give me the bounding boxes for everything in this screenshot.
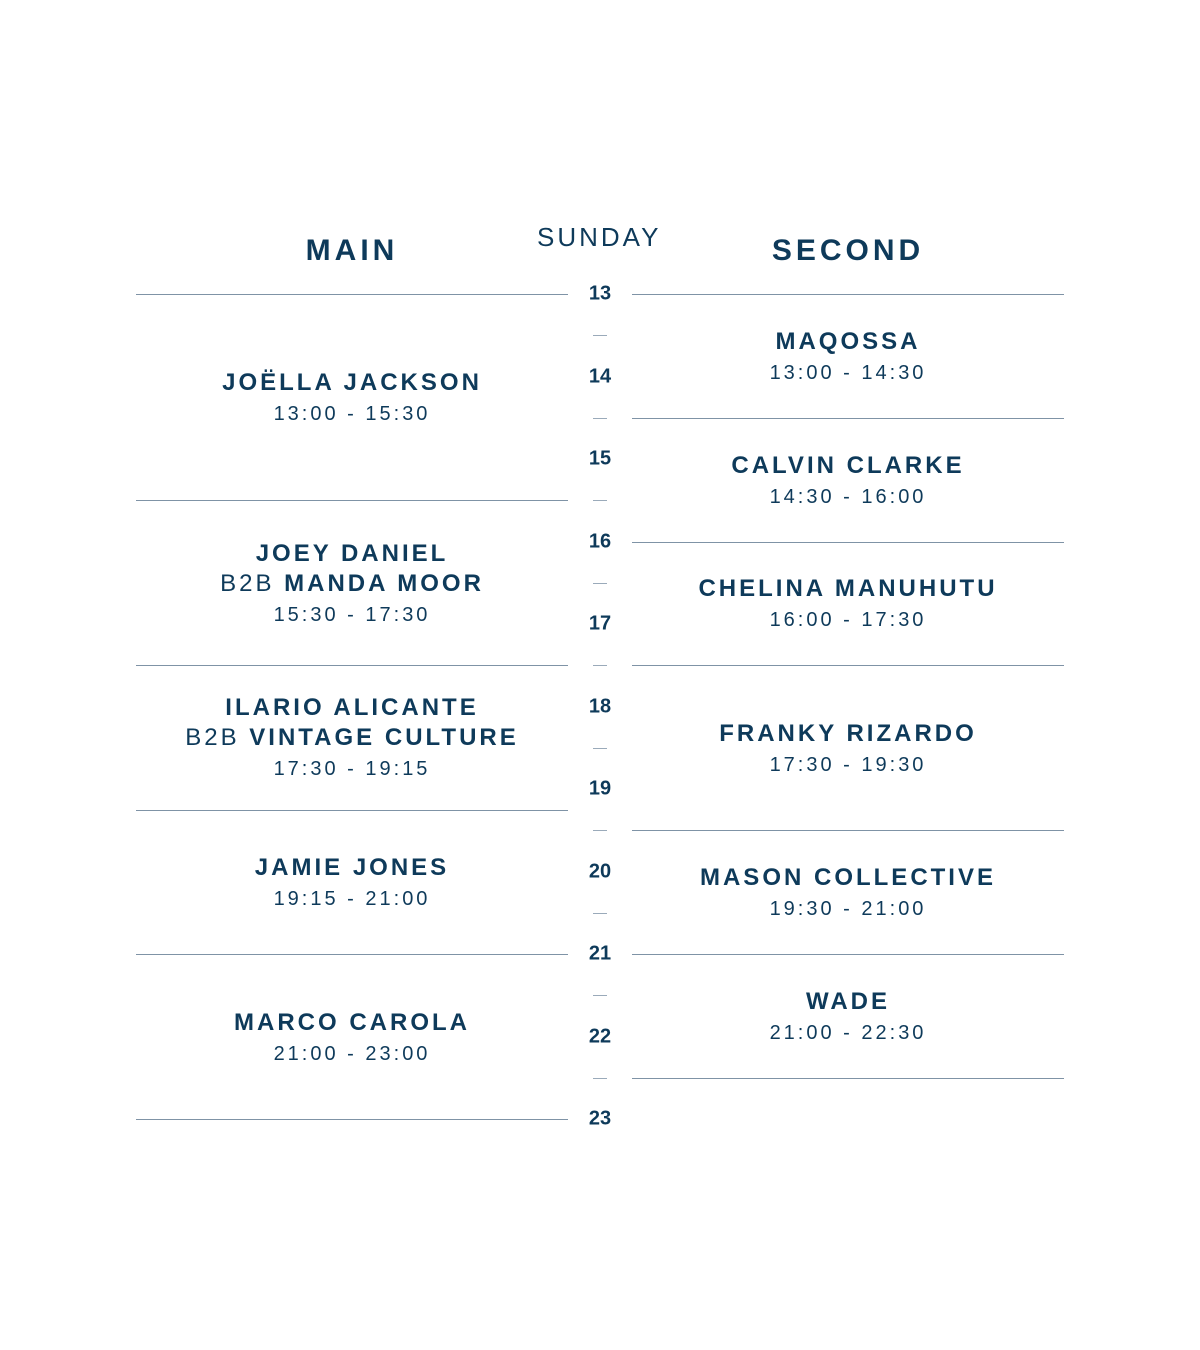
b2b-prefix: B2B [185, 724, 240, 752]
set-time: 13:00 - 15:30 [273, 403, 431, 426]
slot-divider [136, 294, 568, 295]
half-hour-tick [593, 830, 607, 831]
artist-name: CALVIN CLARKE [731, 451, 965, 479]
act-name-line [700, 863, 996, 893]
slot-divider [632, 954, 1064, 955]
half-hour-tick [593, 500, 607, 501]
hour-label: 22 [588, 1025, 612, 1047]
artist-name: FRANKY RIZARDO [719, 719, 977, 747]
artist-name: MANDA MOOR [284, 569, 484, 597]
set-slot[interactable] [136, 954, 568, 1119]
slot-divider [136, 500, 568, 501]
set-slot[interactable] [632, 665, 1064, 830]
hour-label: 14 [588, 365, 612, 387]
slot-divider [136, 1119, 568, 1120]
half-hour-tick [593, 418, 607, 419]
slot-divider [632, 418, 1064, 419]
artist-name: MAQOSSA [775, 327, 921, 355]
set-time: 21:00 - 22:30 [769, 1021, 927, 1044]
set-time: 21:00 - 23:00 [273, 1042, 431, 1065]
slot-divider [136, 665, 568, 666]
set-slot[interactable] [136, 665, 568, 809]
set-slot[interactable] [136, 810, 568, 954]
slot-divider [632, 542, 1064, 543]
hour-label: 16 [588, 530, 612, 552]
set-time: 13:00 - 14:30 [769, 361, 927, 384]
artist-name: ILARIO ALICANTE [225, 694, 479, 722]
set-time: 19:30 - 21:00 [769, 898, 927, 921]
half-hour-tick [593, 995, 607, 996]
slot-divider [632, 294, 1064, 295]
artist-name: WADE [806, 987, 890, 1015]
act-name-line [698, 574, 997, 604]
set-slot[interactable] [632, 294, 1064, 418]
set-time: 19:15 - 21:00 [273, 887, 431, 910]
act-name-line [220, 569, 484, 599]
set-time: 15:30 - 17:30 [273, 603, 431, 626]
artist-name: VINTAGE CULTURE [249, 724, 519, 752]
act-name-line [256, 539, 449, 569]
stage-title-main: MAIN [305, 234, 399, 267]
act-name-line [775, 327, 920, 357]
act-name-line [185, 723, 518, 753]
artist-name: JOËLLA JACKSON [222, 369, 482, 397]
half-hour-tick [593, 583, 607, 584]
artist-name: JAMIE JONES [254, 853, 450, 881]
set-slot[interactable] [632, 830, 1064, 954]
half-hour-tick [593, 1078, 607, 1079]
hour-label: 17 [588, 612, 612, 635]
slot-divider [632, 665, 1064, 666]
day-label: SUNDAY [537, 222, 662, 252]
act-name-line [222, 368, 482, 398]
slot-divider [136, 810, 568, 811]
hour-label: 13 [588, 282, 612, 305]
slot-divider [136, 954, 568, 955]
set-time: 17:30 - 19:30 [769, 753, 927, 776]
hour-label: 21 [588, 942, 612, 965]
set-slot[interactable] [632, 418, 1064, 542]
hour-label: 15 [588, 447, 612, 470]
set-slot[interactable] [632, 542, 1064, 666]
set-slot[interactable] [632, 954, 1064, 1078]
half-hour-tick [593, 335, 607, 336]
set-time: 14:30 - 16:00 [769, 485, 927, 508]
artist-name: MARCO CAROLA [234, 1008, 470, 1036]
hour-label: 23 [588, 1107, 612, 1130]
set-slot[interactable] [136, 294, 568, 500]
set-time: 17:30 - 19:15 [273, 758, 431, 781]
hour-label: 18 [588, 695, 612, 717]
act-name-line [806, 987, 890, 1017]
act-name-line [731, 451, 964, 481]
half-hour-tick [593, 913, 607, 914]
artist-name: CHELINA MANUHUTU [698, 575, 998, 603]
slot-divider [632, 830, 1064, 831]
set-slot[interactable] [136, 500, 568, 665]
act-name-line [255, 853, 449, 883]
hour-label: 20 [588, 860, 612, 882]
artist-name: MASON COLLECTIVE [699, 864, 996, 892]
artist-name: JOEY DANIEL [255, 539, 449, 567]
act-name-line [225, 693, 478, 723]
act-name-line [234, 1008, 470, 1038]
b2b-prefix: B2B [220, 569, 275, 597]
hour-label: 19 [588, 777, 612, 800]
act-name-line [719, 719, 977, 749]
half-hour-tick [593, 665, 607, 666]
stage-title-second: SECOND [771, 234, 925, 267]
set-time: 16:00 - 17:30 [769, 609, 927, 632]
half-hour-tick [593, 748, 607, 749]
slot-divider [632, 1078, 1064, 1079]
